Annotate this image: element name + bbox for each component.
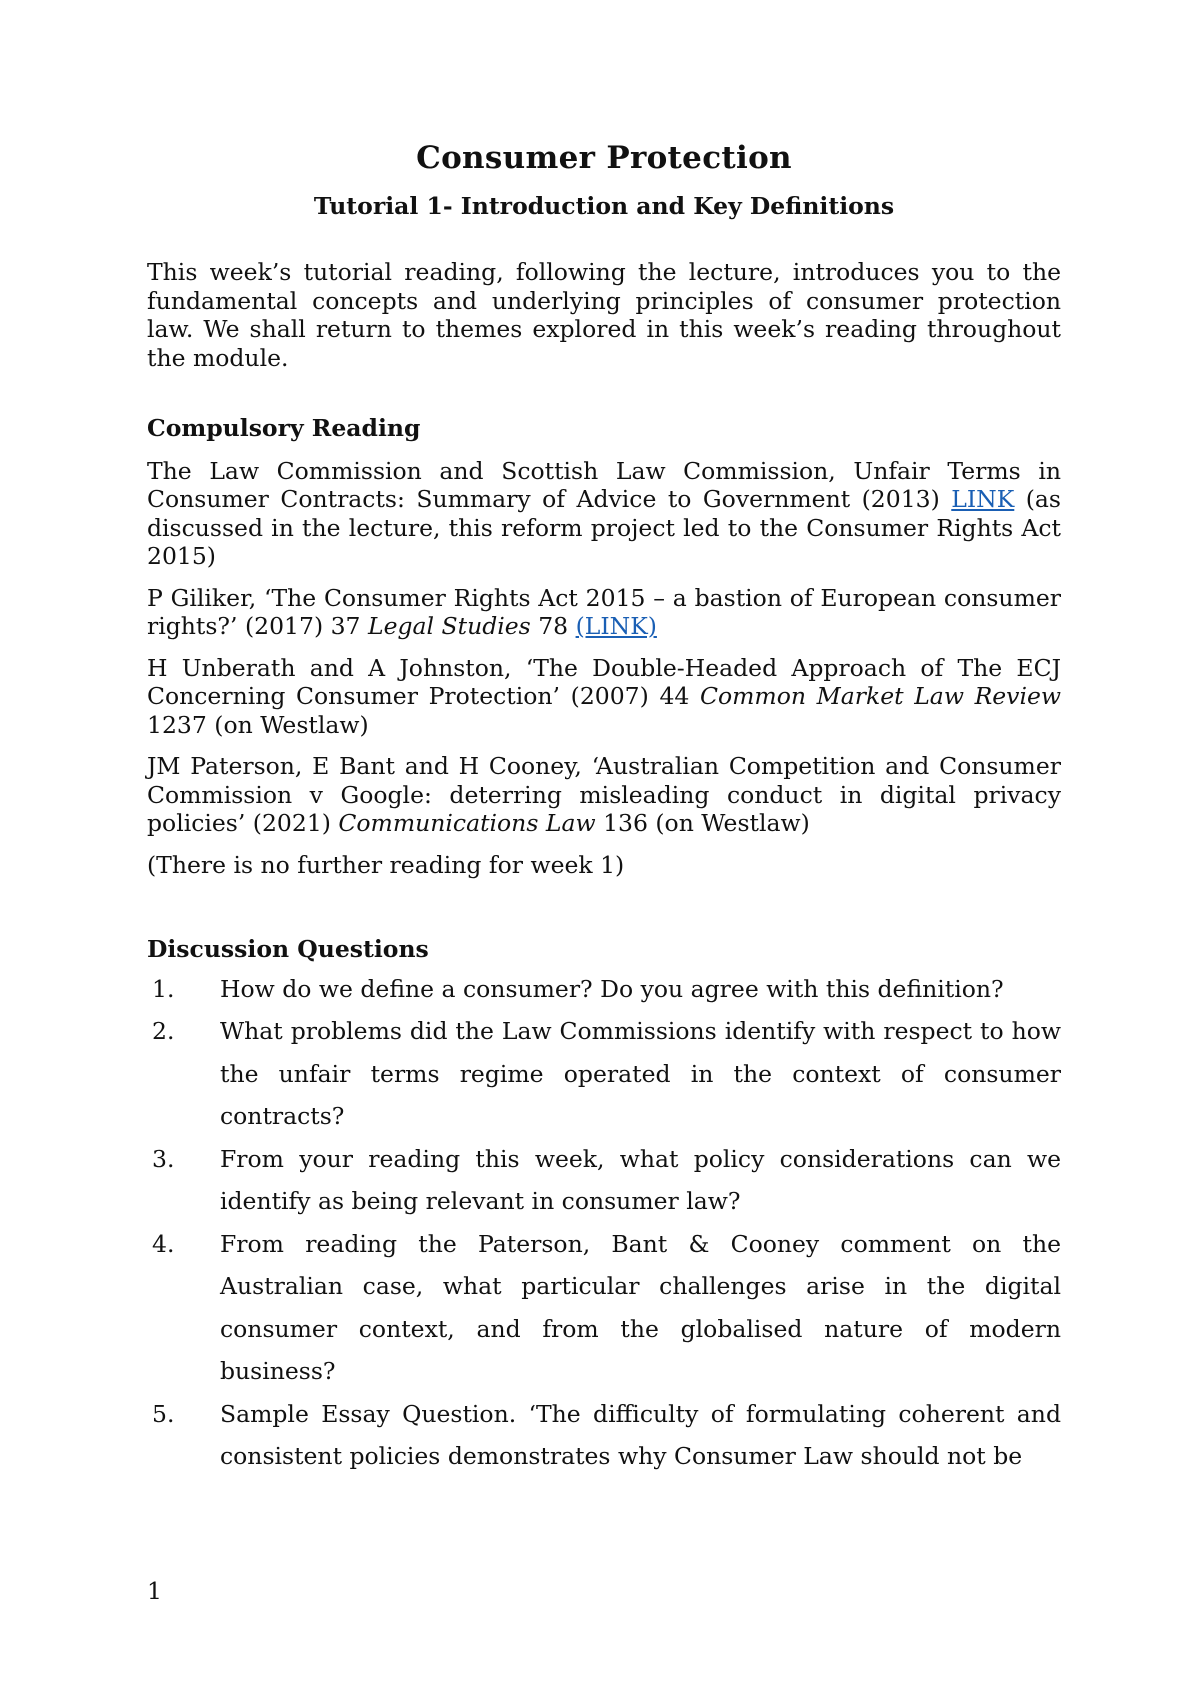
reading-link[interactable]: LINK [951,485,1015,513]
ref-text: JM Paterson, E Bant and H Cooney, ‘Australian Competition and Consumer Commission v Google: deterring misleading conduct in digital privacy policies’ (2021) [147,752,1061,837]
question-number: 3. [152,1144,175,1173]
ref-text: The Law Commission and Scottish Law Commission, Unfair Terms in Consumer Contracts: Summary of Advice to Government (2013) [147,456,1061,513]
journal-title: Common Market Law Review [700,682,1061,710]
question-text: From reading the Paterson, Bant & Cooney comment on the Australian case, what particular challenges arise in the digital consumer context, and from the globalised nature of modern business? [220,1229,1061,1385]
question-number: 1. [152,974,175,1003]
ref-text: 136 (on Westlaw) [595,809,810,837]
document-title: Consumer Protection [416,140,792,176]
question-text: How do we define a consumer? Do you agree with this definition? [220,974,1004,1003]
ref-text: 78 [530,612,576,640]
reading-item-unberath [147,654,1061,740]
ref-text: 1237 (on Westlaw) [147,710,369,739]
document-subtitle: Tutorial 1- Introduction and Key Definitions [313,192,895,220]
question-item [147,1223,1061,1393]
question-item [147,1010,1061,1138]
question-item [147,968,1061,1011]
intro-paragraph: This week’s tutorial reading, following the lecture, introduces you to the fundamental concepts and underlying principles of consumer protection law. We shall return to themes explored in this week’s reading throughout the module. [147,258,1061,372]
ref-text: (as discussed in the lecture, this reform project led to the Consumer Rights Act 2015) [147,485,1061,570]
question-text: Sample Essay Question. ‘The difficulty of formulating coherent and consistent policies demonstrates why Consumer Law should not be [220,1399,1061,1470]
question-number: 5. [152,1399,175,1428]
question-item [147,1393,1061,1478]
question-item [147,1138,1061,1223]
reading-item-paterson [147,752,1061,838]
question-text: From your reading this week, what policy considerations can we identify as being relevant in consumer law? [220,1144,1061,1215]
reading-item-law-commission [147,457,1061,571]
page-number: 1 [147,1577,162,1605]
discussion-questions-list [147,968,1061,1478]
journal-title: Legal Studies [367,612,531,640]
question-number: 4. [152,1229,175,1258]
no-further-reading-note: (There is no further reading for week 1) [147,850,625,879]
reading-link[interactable]: (LINK) [575,612,657,640]
discussion-questions-heading: Discussion Questions [147,935,429,963]
journal-title: Communications Law [338,809,596,837]
question-text: What problems did the Law Commissions identify with respect to how the unfair terms regime operated in the context of consumer contracts? [220,1017,1061,1130]
question-number: 2. [152,1017,175,1045]
ref-text: P Giliker, ‘The Consumer Rights Act 2015 – a bastion of European consumer rights?’ (2017) 37 [147,583,1061,640]
page-content [147,140,1061,1478]
reading-item-giliker [147,584,1061,641]
ref-text: H Unberath and A Johnston, ‘The Double-Headed Approach of The ECJ Concerning Consumer Protection’ (2007) 44 [147,653,1061,710]
compulsory-reading-heading: Compulsory Reading [147,414,421,442]
